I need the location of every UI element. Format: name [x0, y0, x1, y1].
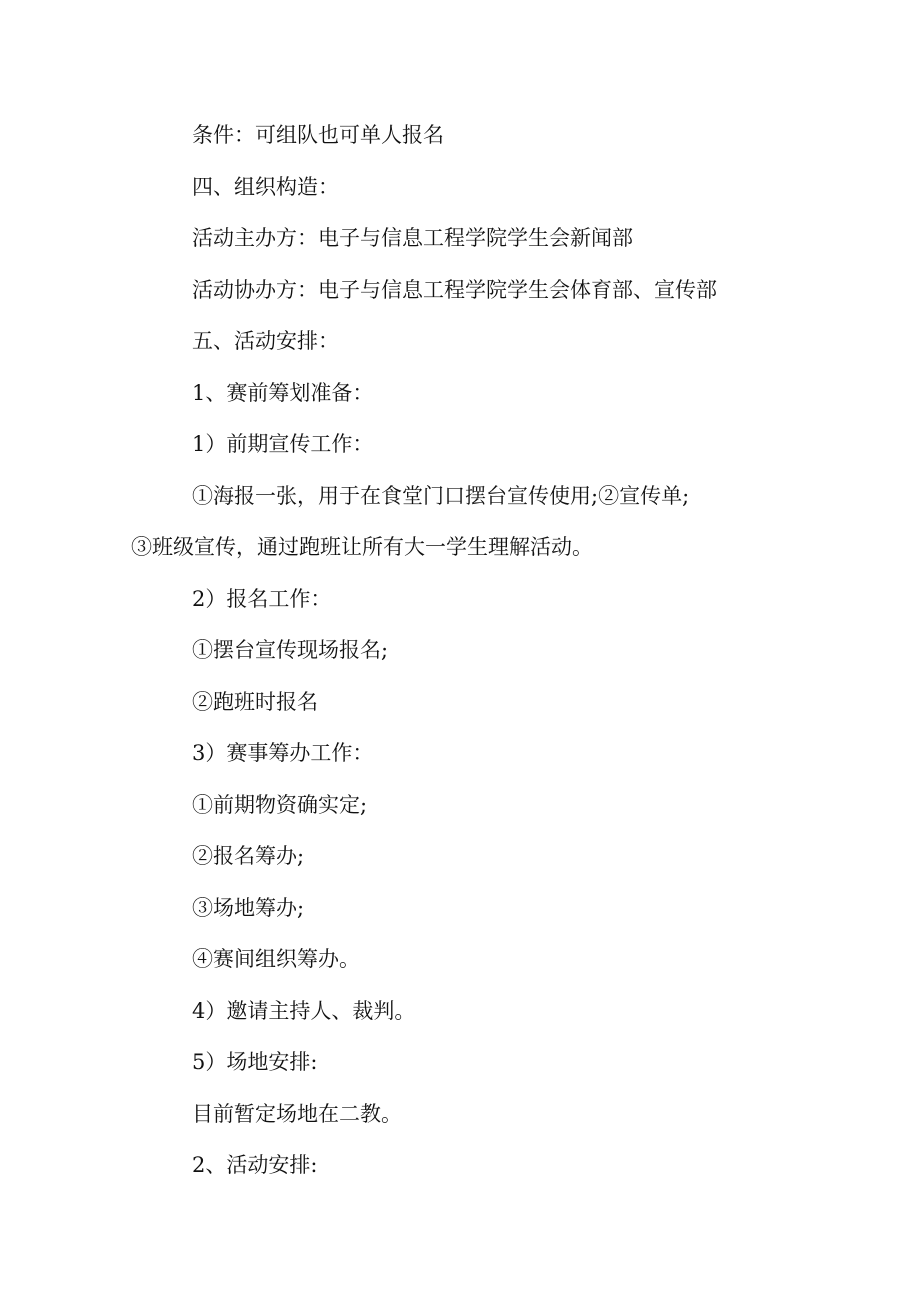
paragraph-publicity-line-2: ③班级宣传，通过跑班让所有大一学生理解活动。 — [131, 535, 593, 559]
list-item-organizing-4: ④赛间组织筹办。 — [192, 947, 360, 971]
heading-preparation: 1、赛前筹划准备： — [192, 380, 374, 405]
subheading-registration: 2）报名工作： — [192, 586, 332, 611]
subheading-event-organizing: 3）赛事筹办工作： — [192, 741, 374, 765]
subheading-venue: 5）场地安排: — [192, 1050, 318, 1074]
document-body — [0, 112, 920, 1194]
subheading-host-referee: 4）邀请主持人、裁判。 — [192, 998, 416, 1023]
paragraph-conditions: 条件：可组队也可单人报名 — [192, 123, 444, 147]
list-item-organizing-3: ③场地筹办; — [192, 895, 305, 920]
paragraph-venue: 目前暂定场地在二教。 — [192, 1101, 402, 1126]
list-item-registration-1: ①摆台宣传现场报名; — [192, 638, 389, 662]
list-item-organizing-2: ②报名筹办; — [192, 844, 305, 868]
heading-organization: 四、组织构造： — [192, 174, 339, 199]
paragraph-organizer: 活动主办方：电子与信息工程学院学生会新闻部 — [192, 226, 633, 250]
list-item-organizing-1: ①前期物资确实定; — [192, 792, 368, 817]
paragraph-co-organizer: 活动协办方：电子与信息工程学院学生会体育部、宣传部 — [192, 277, 717, 302]
heading-activity-schedule: 2、活动安排: — [192, 1153, 318, 1177]
heading-arrangement: 五、活动安排： — [192, 329, 339, 353]
subheading-publicity: 1）前期宣传工作： — [192, 432, 374, 456]
list-item-registration-2: ②跑班时报名 — [192, 689, 318, 714]
paragraph-publicity-line-1: ①海报一张，用于在食堂门口摆台宣传使用;②宣传单; — [192, 483, 690, 508]
